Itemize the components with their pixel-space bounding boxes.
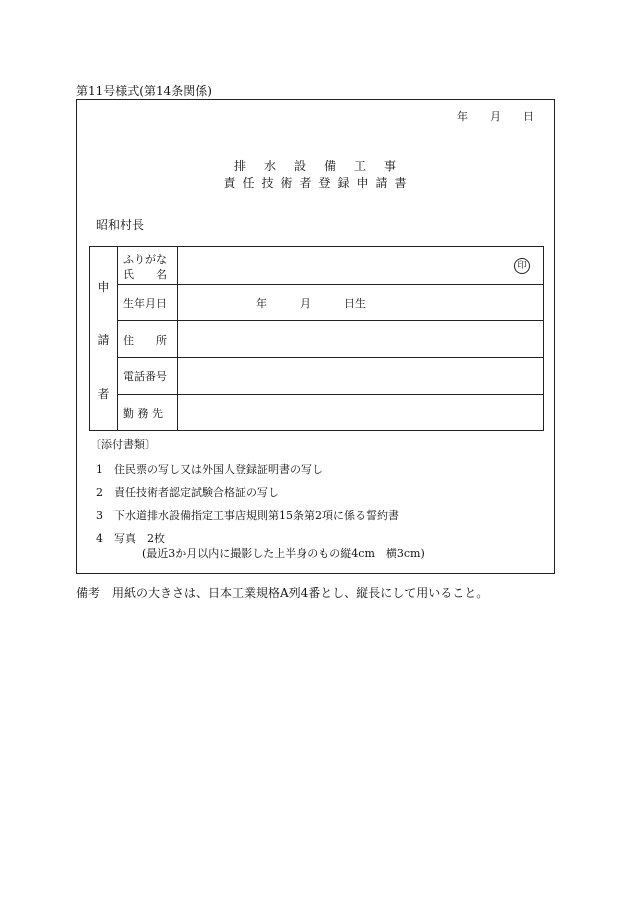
name-label: 氏 名 — [123, 268, 167, 281]
addressee: 昭和村長 — [96, 218, 145, 232]
phone-label: 電話番号 — [123, 370, 167, 383]
attachment-item: 4 写真 2枚 — [96, 532, 165, 545]
date-line: 年 月 日 — [457, 110, 534, 123]
address-label: 住 所 — [123, 334, 167, 347]
table-divider-vertical — [117, 247, 118, 430]
table-divider-horizontal — [117, 357, 543, 358]
table-divider-horizontal — [117, 394, 543, 395]
table-divider-horizontal — [117, 284, 543, 285]
applicant-side-char: 申 — [97, 280, 110, 294]
dob-value: 年 月 日生 — [256, 297, 366, 310]
attachment-item: 1 住民票の写し又は外国人登録証明書の写し — [96, 463, 323, 476]
applicant-table — [89, 246, 544, 431]
table-divider-vertical — [177, 247, 178, 430]
seal-mark-icon: 印 — [514, 258, 530, 274]
form-number-label: 第11号様式(第14条関係) — [76, 84, 212, 98]
workplace-label: 勤 務 先 — [123, 407, 163, 420]
remarks-note: 備考 用紙の大きさは、日本工業規格A列4番とし、縦長にして用いること。 — [76, 586, 489, 600]
attachments-heading: 〔添付書類〕 — [90, 438, 156, 451]
attachment-item: 2 責任技術者認定試験合格証の写し — [96, 486, 279, 499]
form-title-line2: 責任技術者登録申請書 — [223, 176, 414, 190]
applicant-side-char: 請 — [97, 333, 110, 347]
dob-label: 生年月日 — [123, 297, 167, 310]
applicant-side-char: 者 — [97, 387, 110, 401]
furigana-label: ふりがな — [123, 253, 167, 266]
attachment-item: 3 下水道排水設備指定工事店規則第15条第2項に係る誓約書 — [96, 509, 399, 522]
photo-note: (最近3か月以内に撮影した上半身のもの縦4cm 横3cm) — [142, 547, 425, 560]
table-divider-horizontal — [117, 320, 543, 321]
form-title-line1: 排水設備工事 — [233, 159, 414, 173]
